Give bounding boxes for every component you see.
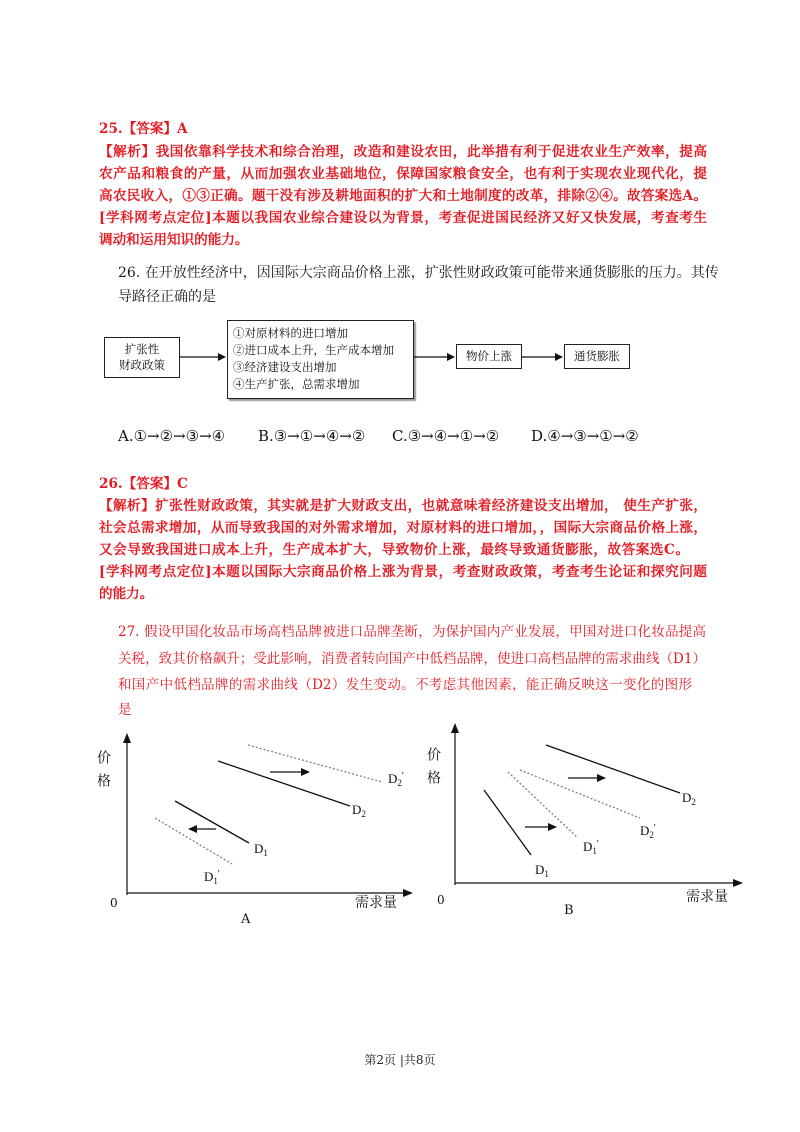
- analysis-line: 调动和运用知识的能力。: [99, 232, 249, 248]
- curve-label-letter: D: [640, 823, 650, 838]
- inflation-label: 通货膨胀: [574, 349, 620, 363]
- curve-label-subscript: 2: [649, 830, 654, 840]
- curve-label-d1: [535, 862, 549, 879]
- page-footer: 第2页 |共8页: [364, 1053, 436, 1067]
- graph-a-y-axis-label: 价格: [95, 750, 111, 796]
- analysis-line: 社会总需求增加，从而导致我国的对外需求增加，对原材料的进口增加，，国际大宗商品价格上涨，: [99, 520, 707, 536]
- curve-label-letter: D: [682, 790, 692, 805]
- graph-b-y-axis-label: 价格: [425, 747, 441, 793]
- shift-arrow-right: [525, 823, 557, 831]
- curve-d2-shifted: [248, 745, 382, 782]
- flow-arrows: [0, 300, 800, 420]
- policy-box-line: 财政政策: [119, 358, 165, 372]
- answer-heading: 26.【答案】C: [99, 476, 188, 492]
- analysis-line: 【解析】扩张性财政政策，其实就是扩大财政支出，也就意味着经济建设支出增加， 使生产扩张，: [99, 498, 707, 514]
- graph-a-origin-label: 0: [110, 896, 118, 910]
- option-a: A.①→②→③→④: [118, 427, 226, 445]
- graph-b-caption: B: [564, 903, 574, 918]
- analysis-line: 高农民收入，①③正确。题干没有涉及耕地面积的扩大和土地制度的改革，排除②④。故答案选A。: [99, 188, 707, 204]
- curve-label-prime: ': [596, 839, 599, 850]
- curve-label-d1: [254, 841, 268, 858]
- y-axis: [451, 723, 459, 885]
- curve-d1-shifted: [155, 818, 232, 864]
- curve-label-subscript: 2: [397, 778, 402, 788]
- curve-d2-shifted: [520, 770, 640, 818]
- shift-arrow-left: [188, 825, 216, 833]
- curve-d1-shifted: [508, 772, 578, 838]
- flow-arrow: [522, 353, 563, 361]
- analysis-line: [学科网考点定位]本题以我国农业综合建设以为背景，考查促进国民经济又好又快发展，考查考生: [99, 210, 707, 226]
- curve-label-subscript: 1: [592, 846, 597, 856]
- channel-item: ①对原材料的进口增加: [233, 326, 348, 340]
- curve-label-d2-shifted: [388, 771, 404, 788]
- curve-label-d2: [352, 802, 366, 819]
- flow-arrow: [414, 353, 455, 361]
- curve-label-letter: D: [535, 862, 545, 877]
- curve-label-subscript: 1: [544, 869, 549, 879]
- curve-label-subscript: 1: [263, 848, 268, 858]
- graph-b-origin-label: 0: [437, 893, 445, 907]
- x-axis: [127, 889, 413, 897]
- graph-b: [451, 723, 743, 887]
- curve-label-letter: D: [583, 839, 593, 854]
- analysis-line: 又会导致我国进口成本上升，生产成本扩大，导致物价上涨，最终导致通货膨胀，故答案选C。: [99, 542, 689, 558]
- demand-curve-graphs: [0, 700, 800, 940]
- curve-label-subscript: 2: [361, 809, 366, 819]
- analysis-line: 农产品和粮食的产量，从而加强农业基础地位，保障国家粮食安全，也有利于实现农业现代化，提: [99, 166, 707, 182]
- analysis-line: 的能力。: [99, 586, 154, 602]
- curve-label-d1-shifted: [583, 839, 599, 856]
- graph-a: [123, 733, 413, 897]
- question-stem-line: 26. 在开放性经济中，因国际大宗商品价格上涨，扩张性财政政策可能带来通货膨胀的压力。其传: [118, 265, 719, 281]
- option-d: D.④→③→①→②: [531, 427, 639, 445]
- channel-item: ④生产扩张，总需求增加: [233, 377, 360, 391]
- question-stem-line: 导路径正确的是: [118, 289, 216, 305]
- channel-item: ②进口成本上升，生产成本增加: [233, 343, 394, 357]
- y-axis: [123, 733, 131, 895]
- graph-b-x-axis-label: 需求量: [686, 889, 728, 905]
- curve-label-prime: ': [653, 823, 656, 834]
- curve-label-letter: D: [352, 802, 362, 817]
- question-stem-line: 关税，致其价格飙升；受此影响，消费者转向国产中低档品牌，使进口高档品牌的需求曲线（D1）: [118, 651, 706, 667]
- curve-d1: [484, 790, 531, 855]
- policy-box-line: 扩张性: [124, 342, 160, 356]
- option-c: C.③→④→①→②: [392, 427, 500, 445]
- x-axis: [455, 879, 743, 887]
- curve-label-prime: ': [401, 771, 404, 782]
- analysis-line: [学科网考点定位]本题以国际大宗商品价格上涨为背景，考查财政政策，考查考生论证和探究问题: [99, 564, 707, 580]
- shift-arrow-right: [568, 774, 606, 782]
- curve-label-letter: D: [254, 841, 264, 856]
- curve-label-letter: D: [204, 869, 214, 884]
- question-stem-line: 和国产中低档品牌的需求曲线（D2）发生变动。不考虑其他因素，能正确反映这一变化的图形: [118, 677, 692, 693]
- curve-label-prime: ': [217, 869, 220, 880]
- question-stem-line: 27. 假设甲国化妆品市场高档品牌被进口品牌垄断，为保护国内产业发展，甲国对进口化妆品提高: [118, 624, 706, 640]
- channel-item: ③经济建设支出增加: [233, 360, 337, 374]
- shift-arrow-right: [270, 768, 310, 776]
- price-rise-label: 物价上涨: [466, 349, 512, 363]
- graph-a-x-axis-label: 需求量: [355, 895, 397, 911]
- question-stem-line: 是: [118, 702, 132, 718]
- graph-a-caption: A: [241, 912, 251, 927]
- flow-arrow: [180, 353, 226, 361]
- curve-label-subscript: 2: [691, 797, 696, 807]
- curve-label-d2: [682, 790, 696, 807]
- curve-label-subscript: 1: [213, 876, 218, 886]
- answer-heading: 25.【答案】A: [99, 121, 188, 137]
- curve-label-d1-shifted: [204, 869, 220, 886]
- analysis-line: 【解析】我国依靠科学技术和综合治理，改造和建设农田，此举措有利于促进农业生产效率，提高: [99, 144, 707, 160]
- curve-label-letter: D: [388, 771, 398, 786]
- curve-label-d2-shifted: [640, 823, 656, 840]
- option-b: B.③→①→④→②: [258, 427, 366, 445]
- curve-d2: [546, 745, 680, 793]
